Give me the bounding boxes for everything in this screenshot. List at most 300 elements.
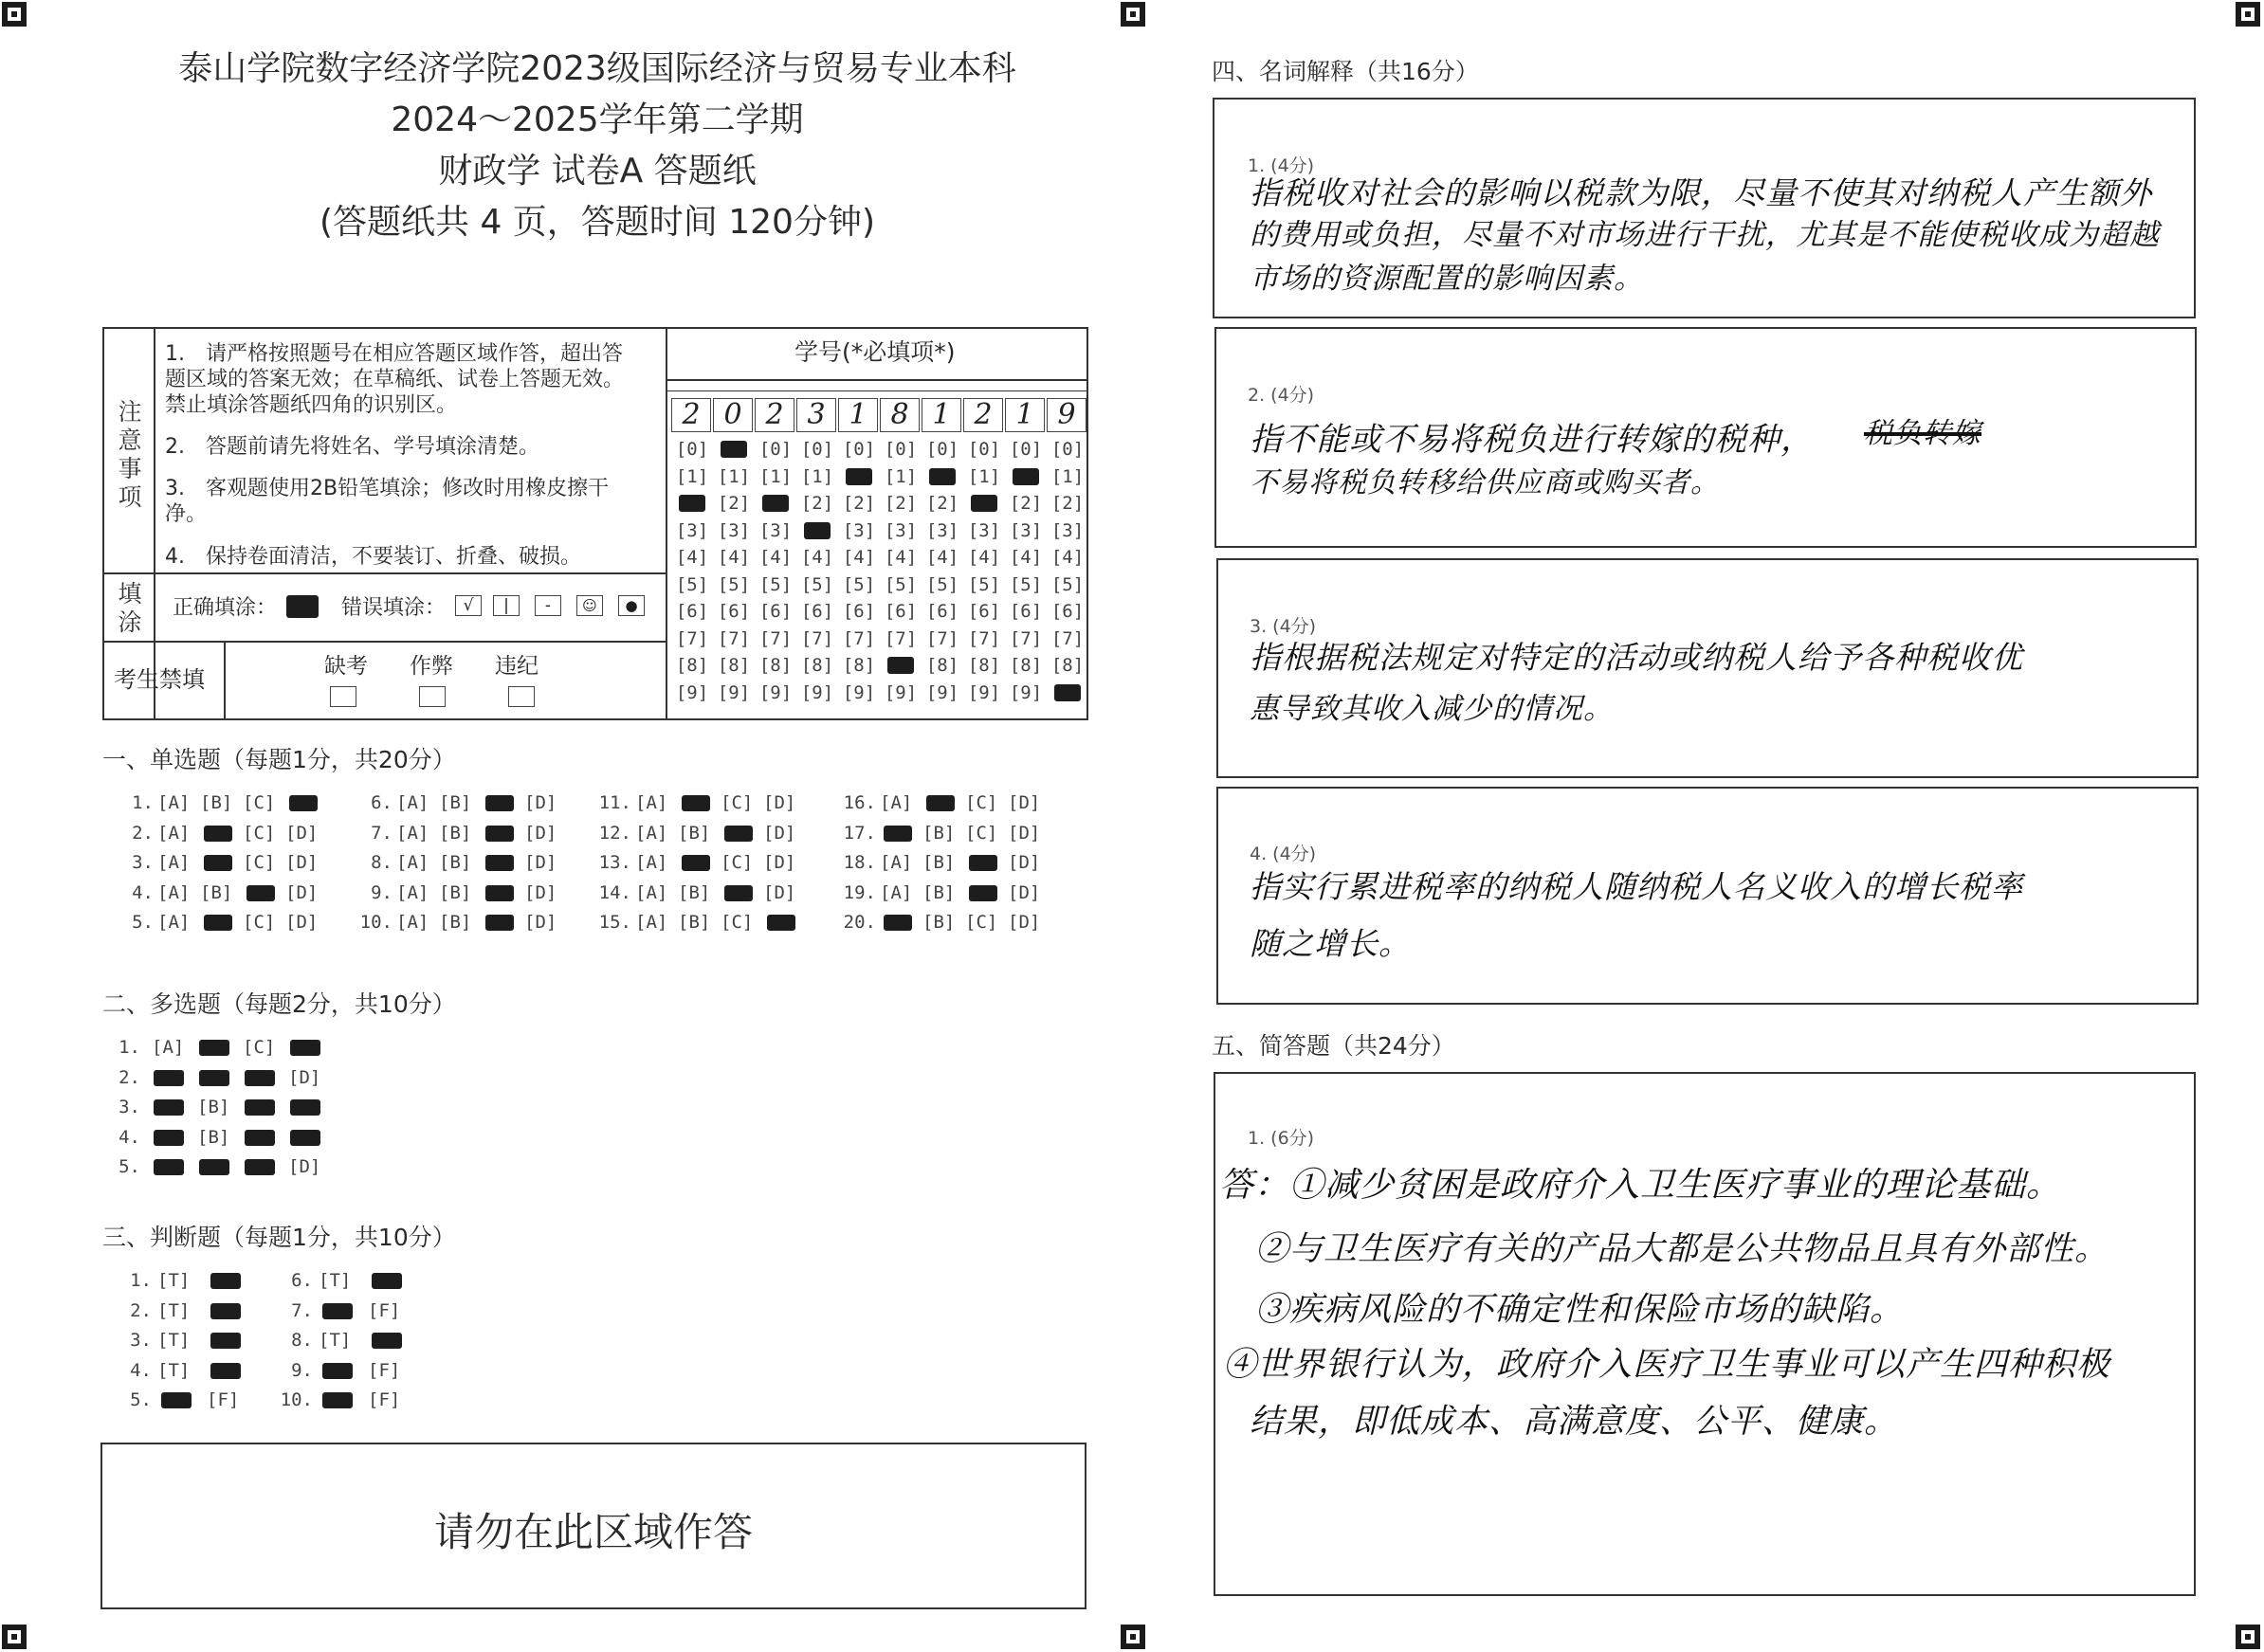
student-id-bubble[interactable]: [4]: [758, 547, 793, 568]
student-id-bubble[interactable]: [5]: [758, 573, 793, 595]
multi-choice-bubble[interactable]: [A]: [152, 1037, 185, 1058]
single-choice-bubble[interactable]: [B]: [439, 822, 472, 844]
single-choice-bubble[interactable]: [D]: [763, 852, 796, 873]
single-choice-number: 14.: [598, 881, 631, 903]
student-id-bubble[interactable]: [2]: [884, 493, 918, 514]
student-id-bubble[interactable]: [3]: [842, 519, 876, 541]
student-id-bubble[interactable]: [9]: [800, 681, 834, 703]
true-false-bubble-filled[interactable]: [322, 1303, 353, 1319]
student-id-bubble[interactable]: [9]: [675, 681, 709, 703]
single-choice-number: 9.: [371, 881, 393, 903]
student-id-bubble[interactable]: [4]: [967, 547, 1001, 568]
student-id-bubble-filled[interactable]: [1013, 468, 1039, 485]
single-choice-bubble-filled[interactable]: [204, 826, 232, 842]
answer-text-term-4-line-1: 指实行累进税率的纳税人随纳税人名义收入的增长税率: [1250, 868, 2023, 905]
student-id-bubble[interactable]: [1]: [758, 465, 793, 487]
student-id-bubble[interactable]: [0]: [842, 439, 876, 460]
wrong-fill-label: 错误填涂：: [341, 596, 447, 620]
student-id-bubble[interactable]: [1]: [1050, 465, 1085, 487]
student-id-bubble[interactable]: [7]: [675, 627, 709, 649]
single-choice-bubble[interactable]: [D]: [524, 822, 557, 844]
multi-choice-bubble-filled[interactable]: [154, 1070, 184, 1086]
registration-mark-top-left: [2, 2, 27, 27]
notice-side-label: 注 意 事 项: [118, 398, 142, 511]
single-choice-bubble[interactable]: [D]: [285, 852, 319, 873]
true-false-bubble-filled[interactable]: [210, 1273, 241, 1289]
single-choice-bubble[interactable]: [D]: [1008, 881, 1041, 903]
single-choice-bubble[interactable]: [A]: [396, 852, 429, 873]
single-choice-bubble[interactable]: [A]: [635, 792, 668, 813]
student-id-bubble[interactable]: [7]: [1009, 627, 1043, 649]
student-id-bubble-filled[interactable]: [1054, 684, 1081, 701]
true-false-number: 7.: [291, 1299, 313, 1321]
correct-fill-label: 正确填涂：: [173, 596, 278, 620]
student-id-bubble[interactable]: [3]: [925, 519, 959, 541]
student-id-bubble[interactable]: [4]: [800, 547, 834, 568]
single-choice-bubble[interactable]: [D]: [1008, 912, 1041, 933]
no-answer-zone-text: 请勿在此区域作答: [433, 1509, 753, 1555]
student-id-bubble[interactable]: [8]: [842, 655, 876, 676]
single-choice-bubble[interactable]: [A]: [635, 881, 668, 903]
notice-item-4: 4. 保持卷面清洁，不要装订、折叠、破损。: [165, 545, 581, 569]
single-choice-bubble[interactable]: [D]: [524, 881, 557, 903]
student-id-bubble[interactable]: [2]: [800, 493, 834, 514]
multi-choice-bubble-filled[interactable]: [199, 1040, 229, 1056]
single-choice-bubble[interactable]: [A]: [157, 881, 191, 903]
multi-choice-bubble-filled[interactable]: [199, 1159, 229, 1175]
single-choice-bubble[interactable]: [A]: [635, 852, 668, 873]
multi-choice-bubble-filled[interactable]: [154, 1130, 184, 1146]
single-choice-number: 17.: [843, 822, 876, 844]
student-id-bubble[interactable]: [0]: [758, 439, 793, 460]
exam-header-term: 2024～2025学年第二学期: [391, 100, 804, 139]
single-choice-bubble[interactable]: [C]: [721, 852, 754, 873]
exam-header-course: 财政学 试卷A 答题纸: [438, 152, 757, 191]
student-id-bubble[interactable]: [6]: [1050, 601, 1085, 622]
student-id-bubble[interactable]: [6]: [925, 601, 959, 622]
answer-text-term-2-strike: 税负转嫁: [1864, 417, 1981, 450]
single-choice-bubble[interactable]: [C]: [243, 822, 276, 844]
student-id-bubble[interactable]: [5]: [800, 573, 834, 595]
true-false-bubble-filled[interactable]: [161, 1392, 192, 1408]
student-id-digit-box: 3: [796, 398, 836, 432]
single-choice-bubble[interactable]: [B]: [678, 822, 711, 844]
true-false-bubble-filled[interactable]: [210, 1303, 241, 1319]
student-id-bubble[interactable]: [9]: [758, 681, 793, 703]
single-choice-bubble-filled[interactable]: [485, 795, 514, 811]
student-id-bubble[interactable]: [8]: [967, 655, 1001, 676]
true-false-bubble[interactable]: [F]: [207, 1389, 240, 1410]
single-choice-number: 10.: [359, 912, 393, 933]
student-id-bubble[interactable]: [0]: [675, 439, 709, 460]
single-choice-bubble[interactable]: [A]: [635, 912, 668, 933]
multi-choice-bubble[interactable]: [D]: [288, 1156, 321, 1177]
single-choice-bubble[interactable]: [D]: [285, 822, 319, 844]
student-id-bubble[interactable]: [2]: [925, 493, 959, 514]
student-id-bubble[interactable]: [1]: [717, 465, 751, 487]
single-choice-bubble-filled[interactable]: [682, 855, 710, 871]
answer-text-short-1-line-2: ②与卫生医疗有关的产品大都是公共物品且具有外部性。: [1255, 1230, 2109, 1268]
student-id-bubble[interactable]: [8]: [717, 655, 751, 676]
student-id-bubble-filled[interactable]: [929, 468, 956, 485]
registration-mark-top-right: [2236, 2, 2260, 27]
student-id-bubble[interactable]: [2]: [1050, 493, 1085, 514]
true-false-bubble[interactable]: [F]: [368, 1389, 401, 1410]
single-choice-bubble[interactable]: [B]: [439, 912, 472, 933]
single-choice-bubble[interactable]: [D]: [763, 881, 796, 903]
single-choice-bubble[interactable]: [C]: [721, 912, 754, 933]
student-id-bubble[interactable]: [7]: [758, 627, 793, 649]
student-id-bubble-filled[interactable]: [971, 495, 997, 512]
student-id-bubble[interactable]: [6]: [842, 601, 876, 622]
true-false-number: 5.: [130, 1389, 152, 1410]
student-id-bubble[interactable]: [2]: [717, 493, 751, 514]
single-choice-bubble[interactable]: [B]: [439, 792, 472, 813]
student-id-bubble[interactable]: [3]: [967, 519, 1001, 541]
true-false-bubble[interactable]: [T]: [157, 1270, 191, 1291]
single-choice-bubble[interactable]: [A]: [880, 792, 913, 813]
student-id-bubble[interactable]: [4]: [842, 547, 876, 568]
student-id-bubble-filled[interactable]: [804, 522, 831, 539]
student-id-bubble-filled[interactable]: [721, 441, 747, 458]
student-id-digit-box: 2: [963, 398, 1003, 432]
single-choice-bubble[interactable]: [A]: [157, 852, 191, 873]
student-id-bubble[interactable]: [9]: [925, 681, 959, 703]
student-id-bubble[interactable]: [0]: [925, 439, 959, 460]
student-id-bubble[interactable]: [5]: [884, 573, 918, 595]
true-false-bubble-filled[interactable]: [372, 1333, 402, 1349]
wrong-mark-dash: -: [535, 595, 561, 616]
true-false-number: 8.: [291, 1330, 313, 1351]
single-choice-bubble-filled[interactable]: [767, 915, 795, 931]
multi-choice-number: 4.: [119, 1126, 140, 1148]
student-id-bubble-filled[interactable]: [887, 657, 914, 674]
single-choice-bubble[interactable]: [A]: [396, 881, 429, 903]
single-choice-bubble-filled[interactable]: [884, 915, 912, 931]
student-id-bubble[interactable]: [8]: [1050, 655, 1085, 676]
single-choice-bubble[interactable]: [C]: [721, 792, 754, 813]
student-id-bubble[interactable]: [1]: [800, 465, 834, 487]
section-true-false-title: 三、判断题（每题1分，共10分）: [102, 1224, 456, 1251]
student-id-bubble[interactable]: [0]: [884, 439, 918, 460]
single-choice-bubble-filled[interactable]: [485, 915, 514, 931]
single-choice-number: 4.: [132, 881, 154, 903]
multi-choice-number: 2.: [119, 1066, 140, 1088]
answer-text-term-1-line-2: 的费用或负担，尽量不对市场进行干扰，尤其是不能使税收成为超越: [1250, 218, 2160, 252]
student-id-bubble[interactable]: [9]: [1009, 681, 1043, 703]
single-choice-bubble[interactable]: [C]: [243, 792, 276, 813]
student-id-bubble[interactable]: [4]: [675, 547, 709, 568]
single-choice-bubble[interactable]: [D]: [285, 912, 319, 933]
student-id-bubble[interactable]: [7]: [800, 627, 834, 649]
single-choice-bubble-filled[interactable]: [724, 826, 753, 842]
student-id-bubble[interactable]: [7]: [717, 627, 751, 649]
single-choice-bubble-filled[interactable]: [246, 885, 275, 901]
multi-choice-bubble-filled[interactable]: [154, 1099, 184, 1116]
exam-status-absent-label: 缺考: [324, 654, 368, 679]
true-false-number: 1.: [130, 1270, 152, 1291]
single-choice-bubble-filled[interactable]: [682, 795, 710, 811]
single-choice-bubble[interactable]: [A]: [396, 792, 429, 813]
student-id-bubble[interactable]: [3]: [884, 519, 918, 541]
single-choice-bubble[interactable]: [A]: [880, 881, 913, 903]
student-id-bubble[interactable]: [9]: [967, 681, 1001, 703]
single-choice-bubble-filled[interactable]: [724, 885, 753, 901]
student-id-bubble[interactable]: [8]: [1009, 655, 1043, 676]
single-choice-number: 20.: [843, 912, 876, 933]
single-choice-bubble[interactable]: [C]: [965, 792, 998, 813]
single-choice-bubble[interactable]: [B]: [922, 912, 956, 933]
single-choice-number: 16.: [843, 792, 876, 813]
single-choice-bubble[interactable]: [D]: [524, 912, 557, 933]
registration-mark-top-middle: [1121, 2, 1145, 27]
student-id-bubble[interactable]: [7]: [842, 627, 876, 649]
student-id-bubble[interactable]: [8]: [800, 655, 834, 676]
answer-label-term-4: 4. (4分): [1250, 844, 1317, 864]
student-id-bubble-filled[interactable]: [846, 468, 872, 485]
student-id-bubble[interactable]: [5]: [842, 573, 876, 595]
student-id-bubble[interactable]: [8]: [758, 655, 793, 676]
single-choice-bubble-filled[interactable]: [926, 795, 955, 811]
student-id-bubble-filled[interactable]: [762, 495, 789, 512]
student-id-bubble[interactable]: [3]: [758, 519, 793, 541]
student-id-bubble[interactable]: [0]: [1009, 439, 1043, 460]
true-false-bubble[interactable]: [T]: [319, 1330, 352, 1351]
wrong-mark-check: √: [455, 595, 482, 616]
single-choice-bubble[interactable]: [B]: [678, 912, 711, 933]
student-id-bubble[interactable]: [4]: [884, 547, 918, 568]
single-choice-bubble-filled[interactable]: [969, 855, 997, 871]
student-id-bubble[interactable]: [0]: [800, 439, 834, 460]
single-choice-bubble[interactable]: [B]: [922, 881, 956, 903]
single-choice-bubble-filled[interactable]: [204, 855, 232, 871]
student-id-digit-box: 2: [755, 398, 794, 432]
student-id-bubble-filled[interactable]: [679, 495, 705, 512]
single-choice-bubble[interactable]: [A]: [635, 822, 668, 844]
student-id-bubble[interactable]: [3]: [675, 519, 709, 541]
student-id-bubble[interactable]: [4]: [1050, 547, 1085, 568]
answer-text-short-1-line-4: ④世界银行认为，政府介入医疗卫生事业可以产生四种积极: [1223, 1346, 2111, 1384]
true-false-bubble-filled[interactable]: [322, 1392, 353, 1408]
single-choice-bubble[interactable]: [A]: [157, 912, 191, 933]
registration-mark-bottom-left: [2, 1625, 27, 1649]
single-choice-bubble-filled[interactable]: [485, 885, 514, 901]
exam-status-cheat-box[interactable]: [419, 686, 446, 707]
student-id-bubble[interactable]: [7]: [967, 627, 1001, 649]
single-choice-bubble[interactable]: [D]: [1008, 852, 1041, 873]
student-id-bubble[interactable]: [9]: [884, 681, 918, 703]
wrong-mark-bar: |: [493, 595, 520, 616]
single-choice-bubble[interactable]: [A]: [396, 822, 429, 844]
multi-choice-bubble[interactable]: [B]: [197, 1126, 230, 1148]
single-choice-bubble[interactable]: [D]: [763, 822, 796, 844]
multi-choice-bubble-filled[interactable]: [245, 1099, 275, 1116]
answer-text-term-1-line-3: 市场的资源配置的影响因素。: [1250, 262, 1644, 296]
answer-text-short-1-line-1: 答：①减少贫困是政府介入卫生医疗事业的理论基础。: [1219, 1166, 2062, 1205]
student-id-bubble[interactable]: [9]: [842, 681, 876, 703]
single-choice-number: 19.: [843, 881, 876, 903]
single-choice-bubble-filled[interactable]: [485, 826, 514, 842]
student-id-bubble[interactable]: [6]: [967, 601, 1001, 622]
single-choice-bubble-filled[interactable]: [485, 855, 514, 871]
single-choice-bubble[interactable]: [B]: [439, 881, 472, 903]
single-choice-bubble-filled[interactable]: [884, 826, 912, 842]
true-false-bubble-filled[interactable]: [210, 1333, 241, 1349]
single-choice-bubble[interactable]: [B]: [678, 881, 711, 903]
single-choice-number: 11.: [598, 792, 631, 813]
single-choice-bubble[interactable]: [A]: [157, 822, 191, 844]
student-id-bubble[interactable]: [3]: [1050, 519, 1085, 541]
true-false-bubble[interactable]: [T]: [157, 1359, 191, 1381]
student-id-bubble[interactable]: [7]: [925, 627, 959, 649]
notice-item-2: 2. 答题前请先将姓名、学号填涂清楚。: [165, 435, 539, 459]
student-id-digit-box: 9: [1047, 398, 1086, 432]
answer-text-term-3-line-1: 指根据税法规定对特定的活动或纳税人给予各种税收优: [1250, 639, 2023, 676]
single-choice-bubble[interactable]: [D]: [1008, 792, 1041, 813]
single-choice-bubble[interactable]: [B]: [200, 792, 233, 813]
student-id-bubble[interactable]: [5]: [967, 573, 1001, 595]
single-choice-bubble[interactable]: [B]: [439, 852, 472, 873]
true-false-bubble[interactable]: [T]: [157, 1330, 191, 1351]
student-id-bubble[interactable]: [5]: [1050, 573, 1085, 595]
student-id-bubble[interactable]: [1]: [675, 465, 709, 487]
section-multi-choice-title: 二、多选题（每题2分，共10分）: [102, 990, 456, 1018]
answer-label-term-2: 2. (4分): [1248, 385, 1315, 406]
student-id-bubble[interactable]: [0]: [1050, 439, 1085, 460]
multi-choice-bubble-filled[interactable]: [245, 1159, 275, 1175]
student-id-bubble[interactable]: [5]: [1009, 573, 1043, 595]
multi-choice-bubble[interactable]: [C]: [243, 1037, 276, 1058]
student-id-bubble[interactable]: [2]: [1009, 493, 1043, 514]
exam-status-absent-box[interactable]: [330, 686, 356, 707]
student-id-bubble[interactable]: [5]: [925, 573, 959, 595]
multi-choice-bubble-filled[interactable]: [290, 1040, 320, 1056]
single-choice-bubble[interactable]: [A]: [157, 792, 191, 813]
student-id-bubble[interactable]: [8]: [925, 655, 959, 676]
true-false-number: 9.: [291, 1359, 313, 1381]
true-false-number: 2.: [130, 1299, 152, 1321]
multi-choice-bubble-filled[interactable]: [199, 1070, 229, 1086]
multi-choice-bubble[interactable]: [B]: [197, 1097, 230, 1117]
notice-item-3: 3. 客观题使用2B铅笔填涂；修改时用橡皮擦干净。: [165, 477, 610, 526]
multi-choice-bubble-filled[interactable]: [154, 1159, 184, 1175]
student-id-bubble[interactable]: [4]: [1009, 547, 1043, 568]
single-choice-number: 1.: [132, 792, 154, 813]
multi-choice-bubble-filled[interactable]: [290, 1099, 320, 1116]
single-choice-number: 3.: [132, 852, 154, 873]
answer-box-short-1[interactable]: [1214, 1072, 2196, 1596]
true-false-bubble-filled[interactable]: [210, 1363, 241, 1379]
student-id-digit-box: 0: [713, 398, 753, 432]
student-id-digit-box: 8: [880, 398, 920, 432]
single-choice-bubble[interactable]: [D]: [524, 852, 557, 873]
single-choice-bubble[interactable]: [C]: [243, 912, 276, 933]
student-id-bubble[interactable]: [2]: [842, 493, 876, 514]
true-false-bubble-filled[interactable]: [372, 1273, 402, 1289]
single-choice-bubble[interactable]: [D]: [524, 792, 557, 813]
true-false-bubble-filled[interactable]: [322, 1363, 353, 1379]
student-id-bubble[interactable]: [4]: [925, 547, 959, 568]
single-choice-number: 15.: [598, 912, 631, 933]
student-id-bubble[interactable]: [1]: [884, 465, 918, 487]
single-choice-number: 5.: [132, 912, 154, 933]
multi-choice-bubble-filled[interactable]: [290, 1130, 320, 1146]
single-choice-number: 13.: [598, 852, 631, 873]
section-term-definition-title: 四、名词解释（共16分）: [1212, 58, 1479, 85]
student-id-bubble[interactable]: [7]: [1050, 627, 1085, 649]
single-choice-bubble-filled[interactable]: [289, 795, 318, 811]
single-choice-bubble[interactable]: [B]: [922, 822, 956, 844]
single-choice-number: 6.: [371, 792, 393, 813]
single-choice-bubble[interactable]: [D]: [1008, 822, 1041, 844]
answer-label-term-1: 1. (4分): [1248, 155, 1315, 176]
notice-item-1: 1. 请严格按照题号在相应答题区域作答，超出答题区域的答案无效；在草稿纸、试卷上答题无效。禁止填涂答题纸四角的识别区。: [165, 342, 625, 417]
student-id-bubble[interactable]: [4]: [717, 547, 751, 568]
single-choice-number: 7.: [371, 822, 393, 844]
single-choice-bubble[interactable]: [A]: [880, 852, 913, 873]
student-id-bubble[interactable]: [6]: [758, 601, 793, 622]
single-choice-bubble[interactable]: [D]: [763, 792, 796, 813]
true-false-number: 3.: [130, 1330, 152, 1351]
student-id-bubble[interactable]: [6]: [884, 601, 918, 622]
single-choice-bubble[interactable]: [B]: [200, 881, 233, 903]
student-id-bubble[interactable]: [7]: [884, 627, 918, 649]
multi-choice-bubble-filled[interactable]: [245, 1070, 275, 1086]
single-choice-bubble[interactable]: [D]: [285, 881, 319, 903]
student-id-digit-box: 2: [671, 398, 711, 432]
single-choice-number: 18.: [843, 852, 876, 873]
single-choice-bubble[interactable]: [A]: [396, 912, 429, 933]
answer-label-term-3: 3. (4分): [1250, 616, 1317, 637]
exam-status-violation-box[interactable]: [508, 686, 535, 707]
student-id-bubble[interactable]: [6]: [800, 601, 834, 622]
true-false-bubble[interactable]: [T]: [319, 1270, 352, 1291]
multi-choice-bubble-filled[interactable]: [245, 1130, 275, 1146]
correct-fill-sample: [286, 595, 319, 618]
student-id-bubble[interactable]: [6]: [675, 601, 709, 622]
section-single-choice-title: 一、单选题（每题1分，共20分）: [102, 746, 456, 773]
student-id-bubble[interactable]: [6]: [1009, 601, 1043, 622]
student-id-bubble[interactable]: [9]: [717, 681, 751, 703]
wrong-mark-dot: ●: [618, 595, 645, 616]
student-id-bubble[interactable]: [3]: [717, 519, 751, 541]
student-id-bubble[interactable]: [5]: [675, 573, 709, 595]
student-id-bubble[interactable]: [8]: [675, 655, 709, 676]
single-choice-number: 12.: [598, 822, 631, 844]
answer-text-term-1-line-1: 指税收对社会的影响以税款为限，尽量不使其对纳税人产生额外: [1250, 174, 2152, 211]
single-choice-bubble[interactable]: [C]: [243, 852, 276, 873]
student-id-bubble[interactable]: [6]: [717, 601, 751, 622]
true-false-bubble[interactable]: [F]: [368, 1299, 401, 1321]
multi-choice-bubble[interactable]: [D]: [288, 1066, 321, 1088]
single-choice-bubble[interactable]: [C]: [965, 912, 998, 933]
true-false-number: 4.: [130, 1359, 152, 1381]
student-id-title: 学号(*必填项*): [794, 338, 956, 366]
single-choice-bubble[interactable]: [B]: [922, 852, 956, 873]
student-id-bubble[interactable]: [0]: [967, 439, 1001, 460]
student-id-bubble[interactable]: [3]: [1009, 519, 1043, 541]
true-false-bubble[interactable]: [T]: [157, 1299, 191, 1321]
single-choice-bubble-filled[interactable]: [969, 885, 997, 901]
single-choice-bubble[interactable]: [C]: [965, 822, 998, 844]
single-choice-bubble-filled[interactable]: [204, 915, 232, 931]
exam-status-cheat-label: 作弊: [410, 654, 453, 679]
exam-status-violation-label: 违纪: [495, 654, 539, 679]
section-short-answer-title: 五、简答题（共24分）: [1212, 1032, 1455, 1060]
student-id-bubble[interactable]: [1]: [967, 465, 1001, 487]
true-false-bubble[interactable]: [F]: [368, 1359, 401, 1381]
student-id-bubble[interactable]: [5]: [717, 573, 751, 595]
